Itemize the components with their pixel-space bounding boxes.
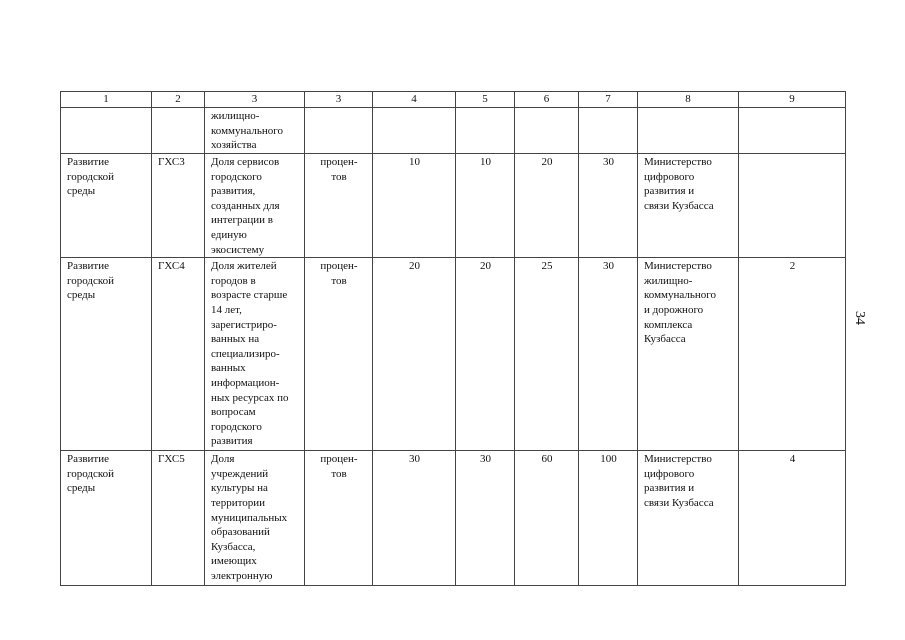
header-cell: 7 (579, 92, 638, 108)
unit-cell: процен- тов (305, 258, 373, 451)
responsible-cell: Министерство цифрового развития и связи Кузбасса (638, 154, 739, 258)
value-cell: 20 (373, 258, 456, 451)
direction-cell: Развитие городской среды (61, 154, 152, 258)
value-cell (579, 108, 638, 154)
page-number: 34 (852, 311, 867, 325)
table-header-row (61, 92, 846, 108)
code-cell: ГХС5 (152, 451, 205, 586)
header-cell: 3 (205, 92, 305, 108)
unit-cell: процен- тов (305, 154, 373, 258)
value-cell: 20 (515, 154, 579, 258)
value-cell: 100 (579, 451, 638, 586)
indicator-cell: жилищно- коммунального хозяйства (205, 108, 305, 154)
table-row (61, 108, 846, 154)
direction-cell: Развитие городской среды (61, 451, 152, 586)
header-cell: 2 (152, 92, 205, 108)
table-row (61, 258, 846, 451)
value-cell: 60 (515, 451, 579, 586)
code-cell: ГХС3 (152, 154, 205, 258)
value-cell: 20 (456, 258, 515, 451)
header-cell: 5 (456, 92, 515, 108)
header-cell: 4 (373, 92, 456, 108)
note-cell: 4 (739, 451, 846, 586)
value-cell: 30 (579, 258, 638, 451)
value-cell: 30 (373, 451, 456, 586)
value-cell (515, 108, 579, 154)
header-cell: 3 (305, 92, 373, 108)
value-cell: 10 (456, 154, 515, 258)
indicator-cell: Доля сервисов городского развития, созданных для интеграции в единую экосистему (205, 154, 305, 258)
direction-cell (61, 108, 152, 154)
code-cell: ГХС4 (152, 258, 205, 451)
table-row (61, 451, 846, 586)
responsible-cell: Министерство жилищно- коммунального и дорожного комплекса Кузбасса (638, 258, 739, 451)
indicators-table (60, 91, 846, 586)
value-cell: 30 (579, 154, 638, 258)
note-cell (739, 108, 846, 154)
header-cell: 9 (739, 92, 846, 108)
responsible-cell (638, 108, 739, 154)
code-cell (152, 108, 205, 154)
header-cell: 1 (61, 92, 152, 108)
unit-cell (305, 108, 373, 154)
indicator-cell: Доля учреждений культуры на территории муниципальных образований Кузбасса, имеющих электронную (205, 451, 305, 586)
header-cell: 8 (638, 92, 739, 108)
value-cell (373, 108, 456, 154)
note-cell (739, 154, 846, 258)
value-cell: 10 (373, 154, 456, 258)
direction-cell: Развитие городской среды (61, 258, 152, 451)
unit-cell: процен- тов (305, 451, 373, 586)
table-row (61, 154, 846, 258)
indicator-cell: Доля жителей городов в возрасте старше 14 лет, зарегистриро- ванных на специализиро- ванных информацион- ных ресурсах по вопросам городского развития (205, 258, 305, 451)
responsible-cell: Министерство цифрового развития и связи Кузбасса (638, 451, 739, 586)
value-cell (456, 108, 515, 154)
value-cell: 25 (515, 258, 579, 451)
value-cell: 30 (456, 451, 515, 586)
header-cell: 6 (515, 92, 579, 108)
note-cell: 2 (739, 258, 846, 451)
